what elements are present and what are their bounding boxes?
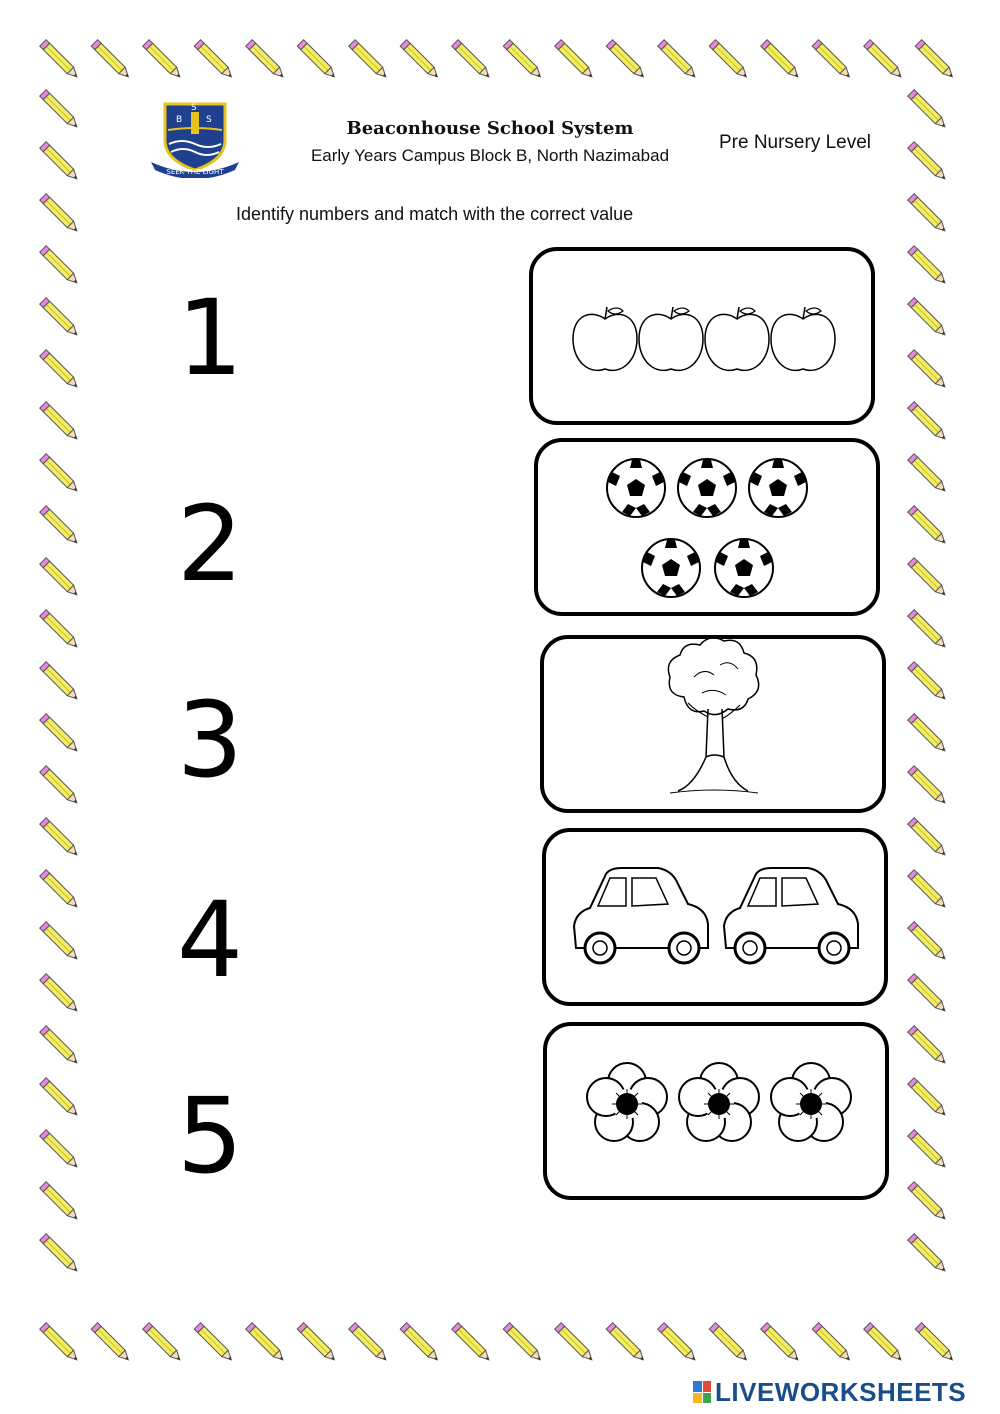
pencil-icon [40,40,80,80]
pencil-icon [40,974,80,1014]
pencil-icon [143,40,183,80]
liveworksheets-icon [693,1381,711,1403]
pencil-icon [908,610,948,650]
car-icon [724,868,858,963]
logo-motto: SEEK THE LIGHT [166,168,224,176]
pencil-icon [908,142,948,182]
campus-name: Early Years Campus Block B, North Nazimabad [310,146,670,165]
pencil-icon [908,1182,948,1222]
pencil-icon [908,1234,948,1274]
pencil-icon [40,1026,80,1066]
pencil-icon [908,558,948,598]
apple-icon [573,307,637,370]
number-5[interactable]: 5 [176,1075,244,1197]
pencil-icon [606,40,646,80]
pencil-icon [908,90,948,130]
pencil-icon [908,454,948,494]
pencil-icon [40,662,80,702]
pencil-icon [297,1323,337,1363]
pencil-icon [908,870,948,910]
pencil-icon [915,1323,955,1363]
pencil-icon [349,40,389,80]
pencil-icon [761,1323,801,1363]
apple-icon [639,307,703,370]
football-icon [607,459,665,517]
pencil-icon [40,454,80,494]
pencil-icon [908,298,948,338]
pencil-icon [194,1323,234,1363]
picture-box-tree[interactable] [540,635,886,813]
car-icon [574,868,708,963]
pencil-icon [915,40,955,80]
pencil-icon [908,506,948,546]
number-2[interactable]: 2 [176,483,244,605]
pencil-icon [194,40,234,80]
pencil-icon [40,922,80,962]
number-4[interactable]: 4 [176,879,244,1001]
pencil-icon [246,1323,286,1363]
pencil-icon [658,40,698,80]
pencil-icon [297,40,337,80]
pencil-icon [908,350,948,390]
pencil-icon [908,766,948,806]
pencil-icon [908,662,948,702]
apple-icon [705,307,769,370]
pencil-icon [40,246,80,286]
pencil-icon [908,1078,948,1118]
pencil-icon [40,1182,80,1222]
pencil-icon [908,246,948,286]
pencil-icon [40,766,80,806]
pencil-icon [908,974,948,1014]
pencil-icon [400,1323,440,1363]
flower-icon [587,1063,667,1141]
number-1[interactable]: 1 [176,277,244,399]
football-icon [642,539,700,597]
pencil-icon [908,922,948,962]
pencil-icon [143,1323,183,1363]
pencil-icon [452,1323,492,1363]
logo-letter-1: B [176,115,183,125]
logo-letter-2: S [191,103,197,113]
liveworksheets-logo[interactable] [693,1378,966,1406]
pencil-icon [400,40,440,80]
pencil-icon [349,1323,389,1363]
picture-box-apples[interactable] [529,247,875,425]
pencil-icon [40,870,80,910]
pencil-icon [812,1323,852,1363]
liveworksheets-brand: LIVEWORKSHEETS [715,1376,967,1407]
football-icon [749,459,807,517]
pencil-icon [709,1323,749,1363]
pencil-icon [40,558,80,598]
pencil-icon [908,194,948,234]
pencil-icon [761,40,801,80]
instruction-text: Identify numbers and match with the correct value [236,204,634,224]
flower-icon [771,1063,851,1141]
pencil-icon [908,1026,948,1066]
football-icon [678,459,736,517]
football-icon [715,539,773,597]
pencil-icon [908,818,948,858]
number-3[interactable]: 3 [176,679,244,801]
apple-icon [771,307,835,370]
pencil-icon [91,40,131,80]
pencil-icon [40,402,80,442]
level-label: Pre Nursery Level [718,132,872,153]
pencil-icon [812,40,852,80]
pencil-icon [91,1323,131,1363]
pencil-icon [908,402,948,442]
picture-box-flowers[interactable] [543,1022,889,1200]
pencil-icon [40,1234,80,1274]
pencil-icon [709,40,749,80]
pencil-icon [40,818,80,858]
pencil-icon [40,610,80,650]
tree-icon [668,639,758,793]
pencil-icon [908,1130,948,1170]
pencil-icon [555,40,595,80]
pencil-icon [503,1323,543,1363]
pencil-icon [40,714,80,754]
pencil-icon [40,1078,80,1118]
pencil-icon [40,90,80,130]
pencil-icon [908,714,948,754]
picture-box-footballs[interactable] [534,438,880,616]
pencil-icon [40,506,80,546]
flower-icon [679,1063,759,1141]
pencil-icon [555,1323,595,1363]
pencil-icon [606,1323,646,1363]
pencil-icon [40,298,80,338]
picture-box-cars[interactable] [542,828,888,1006]
pencil-icon [40,1130,80,1170]
pencil-icon [864,1323,904,1363]
pencil-icon [40,142,80,182]
pencil-icon [658,1323,698,1363]
pencil-icon [40,350,80,390]
pencil-icon [864,40,904,80]
school-name: Beaconhouse School System [346,118,634,139]
pencil-icon [452,40,492,80]
pencil-icon [40,194,80,234]
logo-letter-3: S [206,115,212,125]
school-logo [145,100,245,178]
pencil-icon [246,40,286,80]
pencil-icon [40,1323,80,1363]
pencil-icon [503,40,543,80]
